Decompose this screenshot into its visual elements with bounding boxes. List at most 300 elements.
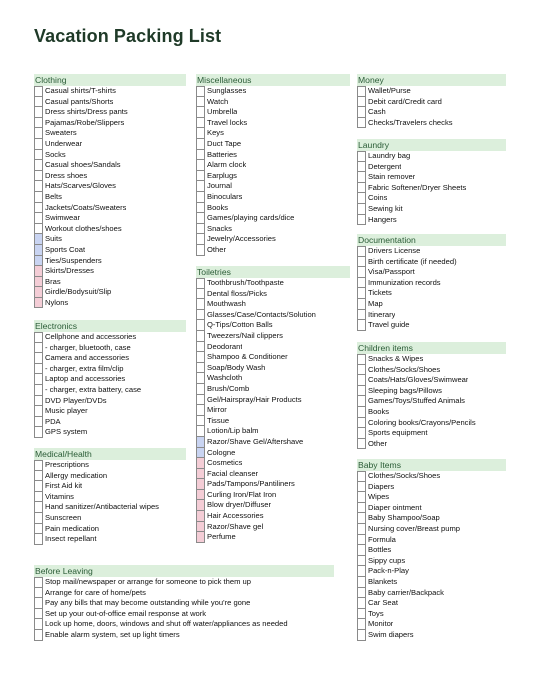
checkbox[interactable]: [34, 181, 43, 192]
list-item: [34, 277, 186, 288]
checkbox[interactable]: [196, 363, 205, 374]
item-label: Earplugs: [207, 170, 237, 180]
item-label: Hair Accessories: [207, 511, 264, 521]
checkbox[interactable]: [196, 511, 205, 522]
item-label: Diapers: [368, 481, 395, 491]
section-misc: [196, 74, 350, 256]
list-item: [357, 97, 506, 108]
list-item: [357, 396, 506, 407]
list-item: [357, 162, 506, 173]
item-label: Cosmetics: [207, 458, 243, 468]
item-label: Sleeping bags/Pillows: [368, 385, 442, 395]
checkbox[interactable]: [357, 257, 366, 268]
item-label: Laundry bag: [368, 151, 411, 160]
checkbox[interactable]: [196, 139, 205, 150]
list-item: [196, 479, 350, 490]
checkbox[interactable]: [357, 162, 366, 173]
checkbox[interactable]: [34, 460, 43, 471]
list-item: [196, 224, 350, 235]
checkbox[interactable]: [34, 171, 43, 182]
checkbox[interactable]: [196, 160, 205, 171]
item-label: Travel locks: [207, 117, 248, 127]
list-item: [357, 299, 506, 310]
list-item: [357, 577, 506, 588]
item-label: DVD Player/DVDs: [45, 395, 107, 405]
item-label: Sunglasses: [207, 86, 247, 95]
list-item: [357, 588, 506, 599]
item-label: Blankets: [368, 576, 398, 586]
item-label: Detergent: [368, 161, 402, 171]
list-item: [34, 213, 186, 224]
checkbox[interactable]: [357, 354, 366, 365]
item-label: Sippy cups: [368, 555, 406, 565]
list-item: [34, 245, 186, 256]
item-label: Travel guide: [368, 320, 410, 330]
list-item: [196, 395, 350, 406]
list-item: [357, 86, 506, 97]
checkbox[interactable]: [357, 535, 366, 546]
section-medical: [34, 448, 186, 545]
list-item: [196, 107, 350, 118]
list-item: [357, 215, 506, 226]
checkbox[interactable]: [34, 427, 43, 438]
list-item: [34, 534, 186, 545]
checkbox[interactable]: [196, 181, 205, 192]
item-label: Mouthwash: [207, 299, 246, 309]
checkbox[interactable]: [34, 128, 43, 139]
checkbox[interactable]: [196, 234, 205, 245]
checkbox[interactable]: [34, 224, 43, 235]
checkbox[interactable]: [357, 246, 366, 257]
checkbox[interactable]: [196, 320, 205, 331]
item-label: Other: [207, 244, 226, 254]
item-label: Books: [207, 202, 229, 212]
list-item: [196, 150, 350, 161]
checkbox[interactable]: [196, 245, 205, 256]
checkbox[interactable]: [357, 151, 366, 162]
item-label: Wipes: [368, 492, 390, 502]
list-item: [34, 588, 334, 599]
item-label: Laptop and accessories: [45, 374, 126, 384]
item-label: Belts: [45, 191, 62, 201]
item-label: Cellphone and accessories: [45, 332, 137, 341]
checkbox[interactable]: [34, 203, 43, 214]
list-item: [357, 492, 506, 503]
checkbox[interactable]: [357, 299, 366, 310]
item-label: Tissue: [207, 415, 230, 425]
list-item: [196, 203, 350, 214]
list-item: [34, 364, 186, 375]
list-item: [357, 246, 506, 257]
item-label: Debit card/Credit card: [368, 96, 442, 106]
list-item: [34, 224, 186, 235]
item-label: PDA: [45, 416, 61, 426]
item-label: Books: [368, 406, 390, 416]
item-label: Sewing kit: [368, 203, 403, 213]
list-item: [357, 172, 506, 183]
checkbox[interactable]: [34, 619, 43, 630]
item-label: Baby carrier/Backpack: [368, 587, 444, 597]
list-item: [196, 437, 350, 448]
list-item: [357, 471, 506, 482]
checkbox[interactable]: [34, 118, 43, 129]
item-label: Toys: [368, 608, 384, 618]
list-item: [196, 405, 350, 416]
checkbox[interactable]: [34, 588, 43, 599]
checkbox[interactable]: [196, 384, 205, 395]
list-item: [34, 128, 186, 139]
checkbox[interactable]: [196, 203, 205, 214]
checkbox[interactable]: [357, 118, 366, 129]
list-item: [357, 151, 506, 162]
checkbox[interactable]: [357, 215, 366, 226]
checkbox[interactable]: [196, 224, 205, 235]
item-label: Monitor: [368, 619, 394, 629]
list-item: [34, 97, 186, 108]
item-label: Diaper ointment: [368, 502, 422, 512]
checkbox[interactable]: [34, 513, 43, 524]
item-label: Vitamins: [45, 491, 74, 501]
section-header: Before Leaving: [34, 565, 334, 577]
list-item: [357, 418, 506, 429]
checkbox[interactable]: [357, 97, 366, 108]
checkbox[interactable]: [34, 502, 43, 513]
checkbox[interactable]: [357, 545, 366, 556]
checkbox[interactable]: [34, 192, 43, 203]
checkbox[interactable]: [34, 266, 43, 277]
item-label: Swim diapers: [368, 629, 414, 639]
item-label: Washcloth: [207, 373, 243, 383]
item-label: Camera and accessories: [45, 353, 129, 363]
list-item: [34, 630, 334, 641]
item-label: Clothes/Socks/Shoes: [368, 471, 441, 480]
checkbox[interactable]: [196, 118, 205, 129]
checkbox[interactable]: [34, 213, 43, 224]
item-label: Pack-n-Play: [368, 566, 409, 576]
item-label: Journal: [207, 181, 232, 191]
checkbox[interactable]: [34, 97, 43, 108]
checkbox[interactable]: [357, 193, 366, 204]
list-item: [357, 354, 506, 365]
list-item: [34, 598, 334, 609]
checkbox[interactable]: [34, 471, 43, 482]
list-item: [196, 213, 350, 224]
section-before: [34, 565, 334, 641]
checkbox[interactable]: [34, 481, 43, 492]
list-item: [34, 513, 186, 524]
checkbox[interactable]: [34, 245, 43, 256]
section-children: [357, 342, 506, 449]
checkbox[interactable]: [357, 86, 366, 97]
item-label: Ties/Suspenders: [45, 255, 102, 265]
section-electronics: [34, 320, 186, 438]
list-item: [357, 107, 506, 118]
item-label: Deodorant: [207, 341, 243, 351]
item-label: Tickets: [368, 288, 392, 298]
list-item: [34, 577, 334, 588]
checkbox[interactable]: [357, 503, 366, 514]
checkbox[interactable]: [196, 86, 205, 97]
checkbox[interactable]: [357, 471, 366, 482]
checkbox[interactable]: [357, 407, 366, 418]
checkbox[interactable]: [357, 288, 366, 299]
list-item: [357, 320, 506, 331]
checkbox[interactable]: [34, 524, 43, 535]
list-item: [34, 524, 186, 535]
list-item: [34, 406, 186, 417]
checkbox[interactable]: [357, 365, 366, 376]
item-label: Other: [368, 438, 387, 448]
item-label: Mirror: [207, 405, 227, 415]
list-item: [34, 86, 186, 97]
section-laundry: [357, 139, 506, 225]
checkbox[interactable]: [357, 375, 366, 386]
checkbox[interactable]: [196, 299, 205, 310]
item-label: First Aid kit: [45, 481, 83, 491]
checkbox[interactable]: [196, 107, 205, 118]
checkbox[interactable]: [357, 107, 366, 118]
checkbox[interactable]: [34, 374, 43, 385]
checkbox[interactable]: [357, 320, 366, 331]
item-label: Snacks: [207, 223, 232, 233]
checkbox[interactable]: [34, 534, 43, 545]
list-item: [34, 256, 186, 267]
checkbox[interactable]: [34, 298, 43, 309]
list-item: [34, 481, 186, 492]
checkbox[interactable]: [196, 192, 205, 203]
list-item: [196, 128, 350, 139]
item-label: Pads/Tampons/Pantiliners: [207, 479, 295, 489]
item-label: Brush/Comb: [207, 383, 250, 393]
item-label: Curling Iron/Flat Iron: [207, 489, 277, 499]
list-item: [196, 500, 350, 511]
item-label: Suits: [45, 234, 62, 244]
item-label: Nursing cover/Breast pump: [368, 523, 461, 533]
item-label: Checks/Travelers checks: [368, 117, 453, 127]
checkbox[interactable]: [196, 469, 205, 480]
item-label: Lock up home, doors, windows and shut off water/appliances as needed: [45, 619, 288, 629]
checkbox[interactable]: [196, 458, 205, 469]
list-item: [196, 192, 350, 203]
checkbox[interactable]: [196, 97, 205, 108]
list-item: [34, 298, 186, 309]
item-label: Razor/Shave Gel/Aftershave: [207, 436, 304, 446]
checkbox[interactable]: [357, 396, 366, 407]
checkbox[interactable]: [34, 332, 43, 343]
checkbox[interactable]: [196, 437, 205, 448]
checkbox[interactable]: [196, 426, 205, 437]
list-item: [196, 363, 350, 374]
checkbox[interactable]: [196, 532, 205, 543]
section-header: Electronics: [34, 320, 186, 332]
checkbox[interactable]: [34, 287, 43, 298]
checkbox[interactable]: [357, 482, 366, 493]
checkbox[interactable]: [196, 128, 205, 139]
list-item: [34, 374, 186, 385]
checkbox[interactable]: [357, 183, 366, 194]
section-header: Clothing: [34, 74, 186, 86]
item-label: Stain remover: [368, 172, 416, 182]
checkbox[interactable]: [34, 630, 43, 641]
item-label: Hangers: [368, 214, 397, 224]
checkbox[interactable]: [196, 373, 205, 384]
checkbox[interactable]: [196, 150, 205, 161]
list-item: [196, 469, 350, 480]
checkbox[interactable]: [34, 256, 43, 267]
checkbox[interactable]: [357, 630, 366, 641]
item-label: Toothbrush/Toothpaste: [207, 278, 284, 287]
checkbox[interactable]: [196, 479, 205, 490]
list-item: [196, 331, 350, 342]
item-label: Coloring books/Crayons/Pencils: [368, 417, 476, 427]
item-label: Razor/Shave gel: [207, 521, 264, 531]
item-label: GPS system: [45, 427, 88, 437]
item-label: Fabric Softener/Dryer Sheets: [368, 182, 467, 192]
checkbox[interactable]: [196, 522, 205, 533]
list-item: [357, 310, 506, 321]
item-label: Keys: [207, 128, 224, 138]
checkbox[interactable]: [196, 490, 205, 501]
list-item: [357, 428, 506, 439]
checkbox[interactable]: [357, 418, 366, 429]
checkbox[interactable]: [196, 395, 205, 406]
checkbox[interactable]: [196, 416, 205, 427]
checkbox[interactable]: [196, 500, 205, 511]
item-label: Duct Tape: [207, 138, 242, 148]
checkbox[interactable]: [357, 204, 366, 215]
checkbox[interactable]: [357, 609, 366, 620]
checkbox[interactable]: [357, 172, 366, 183]
list-item: [357, 386, 506, 397]
checkbox[interactable]: [34, 598, 43, 609]
item-label: Q-Tips/Cotton Balls: [207, 320, 273, 330]
list-item: [34, 427, 186, 438]
list-item: [34, 417, 186, 428]
list-item: [196, 86, 350, 97]
checkbox[interactable]: [196, 405, 205, 416]
checkbox[interactable]: [357, 619, 366, 630]
checkbox[interactable]: [196, 448, 205, 459]
section-header: Baby Items: [357, 459, 506, 471]
checkbox[interactable]: [34, 417, 43, 428]
checkbox[interactable]: [196, 278, 205, 289]
list-item: [357, 503, 506, 514]
checkbox[interactable]: [196, 331, 205, 342]
list-item: [196, 139, 350, 150]
item-label: Skirts/Dresses: [45, 266, 94, 276]
item-label: Casual shoes/Sandals: [45, 160, 121, 170]
item-label: Casual pants/Shorts: [45, 96, 114, 106]
checkbox[interactable]: [34, 353, 43, 364]
item-label: Blow dryer/Diffuser: [207, 500, 272, 510]
section-documentation: [357, 234, 506, 331]
checkbox[interactable]: [357, 598, 366, 609]
list-item: [196, 171, 350, 182]
checkbox[interactable]: [34, 577, 43, 588]
checkbox[interactable]: [34, 86, 43, 97]
list-item: [196, 384, 350, 395]
checkbox[interactable]: [34, 609, 43, 620]
item-label: - charger, extra battery, case: [45, 384, 142, 394]
checkbox[interactable]: [357, 386, 366, 397]
item-label: Swimwear: [45, 213, 81, 223]
item-label: Soap/Body Wash: [207, 362, 266, 372]
list-item: [34, 492, 186, 503]
item-label: Pay any bills that may become outstanding while you're gone: [45, 598, 251, 608]
list-item: [34, 150, 186, 161]
list-item: [196, 490, 350, 501]
checkbox[interactable]: [196, 352, 205, 363]
list-item: [196, 97, 350, 108]
checkbox[interactable]: [34, 396, 43, 407]
item-label: Set up your out-of-office email response at work: [45, 608, 207, 618]
checkbox[interactable]: [34, 492, 43, 503]
list-item: [34, 203, 186, 214]
checkbox[interactable]: [34, 150, 43, 161]
item-label: Alarm clock: [207, 160, 247, 170]
item-label: Sunscreen: [45, 512, 82, 522]
list-item: [357, 193, 506, 204]
list-item: [357, 598, 506, 609]
checkbox[interactable]: [357, 588, 366, 599]
checkbox[interactable]: [34, 160, 43, 171]
list-item: [34, 609, 334, 620]
checkbox[interactable]: [357, 267, 366, 278]
list-item: [196, 448, 350, 459]
checkbox[interactable]: [34, 277, 43, 288]
checkbox[interactable]: [357, 439, 366, 450]
list-item: [196, 532, 350, 543]
checkbox[interactable]: [357, 566, 366, 577]
item-label: Clothes/Socks/Shoes: [368, 364, 441, 374]
checkbox[interactable]: [196, 171, 205, 182]
checkbox[interactable]: [34, 234, 43, 245]
checkbox[interactable]: [196, 310, 205, 321]
checkbox[interactable]: [34, 139, 43, 150]
checkbox[interactable]: [34, 406, 43, 417]
checkbox[interactable]: [357, 513, 366, 524]
checkbox[interactable]: [357, 428, 366, 439]
checkbox[interactable]: [357, 310, 366, 321]
checkbox[interactable]: [357, 556, 366, 567]
checkbox[interactable]: [357, 492, 366, 503]
checkbox[interactable]: [357, 278, 366, 289]
list-item: [196, 320, 350, 331]
checkbox[interactable]: [34, 107, 43, 118]
item-label: Cash: [368, 107, 386, 117]
checkbox[interactable]: [357, 577, 366, 588]
checkbox[interactable]: [357, 524, 366, 535]
list-item: [196, 299, 350, 310]
list-item: [196, 416, 350, 427]
list-item: [357, 375, 506, 386]
checkbox[interactable]: [196, 213, 205, 224]
list-item: [196, 373, 350, 384]
checkbox[interactable]: [196, 289, 205, 300]
checkbox[interactable]: [34, 343, 43, 354]
item-label: Casual shirts/T-shirts: [45, 86, 116, 95]
checkbox[interactable]: [34, 385, 43, 396]
section-header: Money: [357, 74, 506, 86]
item-label: Insect repellant: [45, 534, 97, 544]
item-label: Pain medication: [45, 523, 100, 533]
list-item: [34, 502, 186, 513]
checkbox[interactable]: [196, 342, 205, 353]
item-label: Jackets/Coats/Sweaters: [45, 202, 127, 212]
item-label: Dress shoes: [45, 170, 88, 180]
item-label: Binoculars: [207, 191, 243, 201]
checkbox[interactable]: [34, 364, 43, 375]
